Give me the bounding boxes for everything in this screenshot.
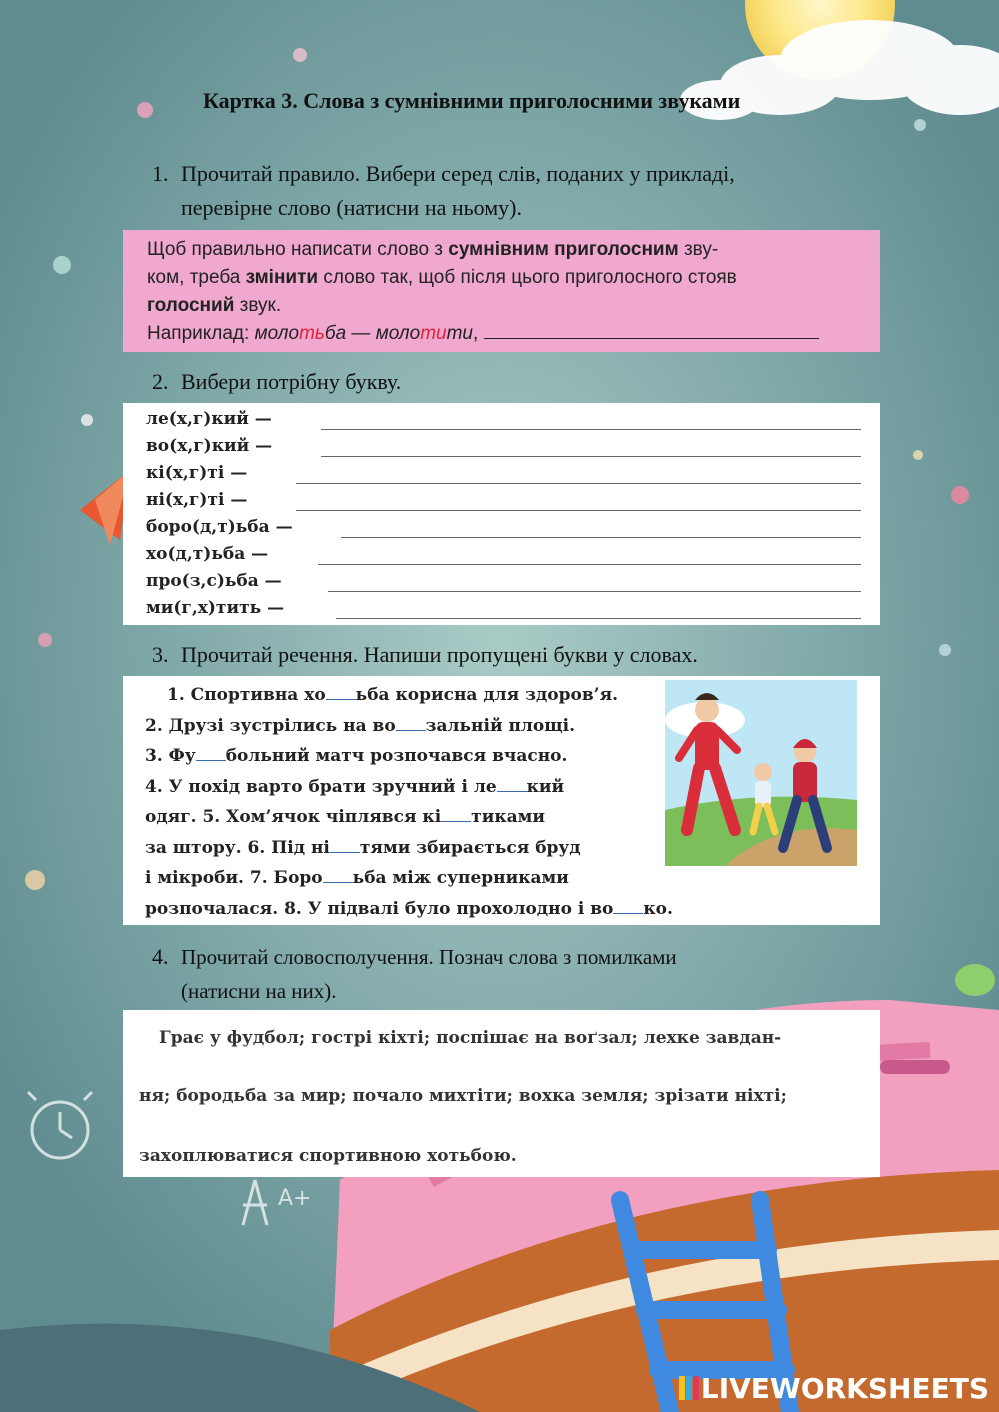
example-word-1[interactable]: молотьба [254,323,347,344]
missing-letter-input[interactable] [497,777,527,792]
missing-letter-input[interactable] [613,899,643,914]
missing-letter-input[interactable] [396,716,426,731]
answer-line[interactable] [321,456,861,457]
liveworksheets-logo-icon [679,1376,699,1400]
word-choice-row [146,436,861,462]
answer-line[interactable] [336,618,861,619]
rule-line: Щоб правильно написати слово з сумнівним приголосним зву- [147,239,719,260]
missing-letter-input[interactable] [196,746,226,761]
task-1-instruction [152,157,872,227]
task-text-line: перевірне слово (натисни на ньому). [181,195,522,220]
word-choice-row [146,463,861,489]
word-choice-row [146,409,861,435]
sentences-box [123,676,880,925]
phrase-line[interactable]: ня; бородьба за мир; почало михтіти; вохка земля; зрізати ніхті; [139,1086,787,1106]
task-4-instruction [152,940,872,1010]
answer-line[interactable] [321,429,861,430]
word-choice-text: кі(х,г)ті — [146,463,248,483]
missing-letter-input[interactable] [330,838,360,853]
rule-line: ком, треба змінити слово так, щоб після цього приголосного стояв [147,267,737,288]
task-text-line: Прочитай речення. Напиши пропущені букви у словах. [181,642,698,667]
phrase-line[interactable]: Грає у фудбол; гострі кіхті; поспішає на воґзал; лехке завдан- [159,1028,782,1048]
word-choice-text: хо(д,т)ьба — [146,544,269,564]
example-word-2[interactable]: молотити [375,323,473,344]
walking-family-illustration [665,680,857,866]
word-choice-text: ні(х,г)ті — [146,490,248,510]
task-text-line: Прочитай правило. Вибери серед слів, поданих у прикладі, [181,161,735,186]
task-text-line: Вибери потрібну букву. [181,369,402,394]
answer-blank[interactable] [484,337,819,339]
answer-line[interactable] [296,483,861,484]
word-choice-row [146,517,861,543]
task-number: 1. [152,161,169,186]
word-choice-text: про(з,с)ьба — [146,571,282,591]
task-2-instruction [152,365,872,399]
brand-watermark: LIVEWORKSHEETS [679,1372,989,1405]
task-number: 3. [152,642,169,667]
task-text-line: Прочитай словосполучення. Познач слова з помилками [181,945,677,969]
word-choice-box [123,403,880,625]
task-3-instruction [152,638,872,672]
word-choice-row [146,571,861,597]
word-choice-row [146,598,861,624]
phrase-line[interactable]: захоплюватися спортивною хотьбою. [139,1146,517,1166]
answer-line[interactable] [296,510,861,511]
page-title: Картка 3. Слова з сумнівними приголосними звуками [203,88,741,113]
rule-example-line: Наприклад: молотьба — молотити, [147,320,866,348]
missing-letter-input[interactable] [326,685,356,700]
rule-line: голосний звук. [147,295,282,316]
rule-box [123,230,880,352]
missing-letter-input[interactable] [323,868,353,883]
answer-line[interactable] [341,537,861,538]
missing-letter-input[interactable] [441,807,471,822]
phrases-box [123,1010,880,1177]
sentences-text: 1. Спортивна хо ьба корисна для здоров’я. 2. Друзі зустрілись на во зальній площі. 3. Фу больний матч розпочався вчасно. 4. У похід варто брати зручний і ле кий одяг. 5. Хом’ячок чіплявся кі тиками за штору. 6. Під ні тями збирається бруд і мікроби. 7. Боро ьба між суперниками розпочалася. 8. У підвалі було прохолодно і во ко. [145,685,673,919]
task-text-line: (натисни на них). [181,979,337,1003]
word-choice-text: боро(д,т)ьба — [146,517,293,537]
word-choice-text: ми(г,х)тить — [146,598,285,618]
word-choice-text: во(х,г)кий — [146,436,273,456]
task-number: 4. [152,944,169,969]
answer-line[interactable] [328,591,861,592]
word-choice-row [146,490,861,516]
word-choice-text: ле(х,г)кий — [146,409,272,429]
task-number: 2. [152,369,169,394]
answer-line[interactable] [318,564,861,565]
word-choice-row [146,544,861,570]
svg-text:A+: A+ [278,1186,312,1211]
